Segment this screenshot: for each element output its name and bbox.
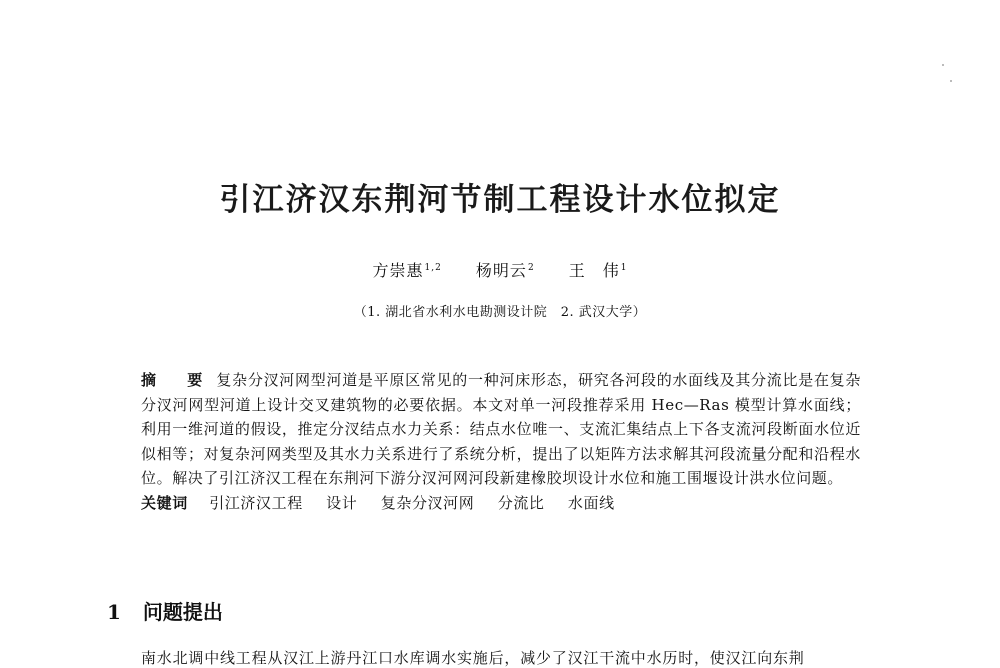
keyword: 复杂分汊河网 bbox=[380, 493, 475, 512]
affiliations: （1. 湖北省水利水电勘测设计院 2. 武汉大学） bbox=[353, 305, 647, 320]
keywords-line bbox=[141, 491, 861, 516]
keyword: 设计 bbox=[326, 493, 358, 512]
author: 方崇惠$^{1,2}$ bbox=[372, 261, 442, 280]
section-title: 问题提出 bbox=[142, 600, 223, 624]
keyword: 引江济汉工程 bbox=[209, 493, 303, 512]
abstract-paragraph bbox=[141, 368, 861, 491]
keyword: 分流比 bbox=[497, 493, 545, 512]
keyword: 水面线 bbox=[567, 493, 615, 512]
abstract-text: 复杂分汊河网型河道是平原区常见的一种河床形态，研究各河段的水面线及其分流比是在复杂分汊河网型河道上设计交叉建筑物的必要依据。本文对单一河段推荐采用 Hec—Ras 模型计算水面线；利用一维河道的假设，推定分汊结点水力关系：结点水位唯一、支流汇集结点上下各支流河段断面水位近似相等；对复杂河网类型及其水力关系进行了系统分析，提出了以矩阵方法求解其河段流量分配和沿程水位。解决了引江济汉工程在东荆河下游分汊河网河段新建橡胶坝设计水位和施工围堰设计洪水位问题。 bbox=[141, 371, 861, 487]
section-heading bbox=[107, 596, 223, 625]
scan-speck bbox=[942, 64, 944, 66]
abstract-block bbox=[141, 368, 861, 515]
author: 杨明云$^2$ bbox=[475, 261, 535, 280]
paper-title: 引江济汉东荆河节制工程设计水位拟定 bbox=[219, 182, 781, 218]
author-list bbox=[0, 258, 1000, 281]
body-paragraph: 南水北调中线工程从汉江上游丹江口水库调水实施后，减少了汉江干流中水历时，使汉江向东荆 bbox=[141, 649, 805, 667]
author: 王 伟$^1$ bbox=[568, 261, 628, 280]
abstract-label: 摘 要 bbox=[141, 371, 211, 389]
scan-speck bbox=[950, 80, 952, 82]
section-number: 1 bbox=[107, 600, 121, 624]
keywords-label: 关键词 bbox=[141, 493, 188, 512]
